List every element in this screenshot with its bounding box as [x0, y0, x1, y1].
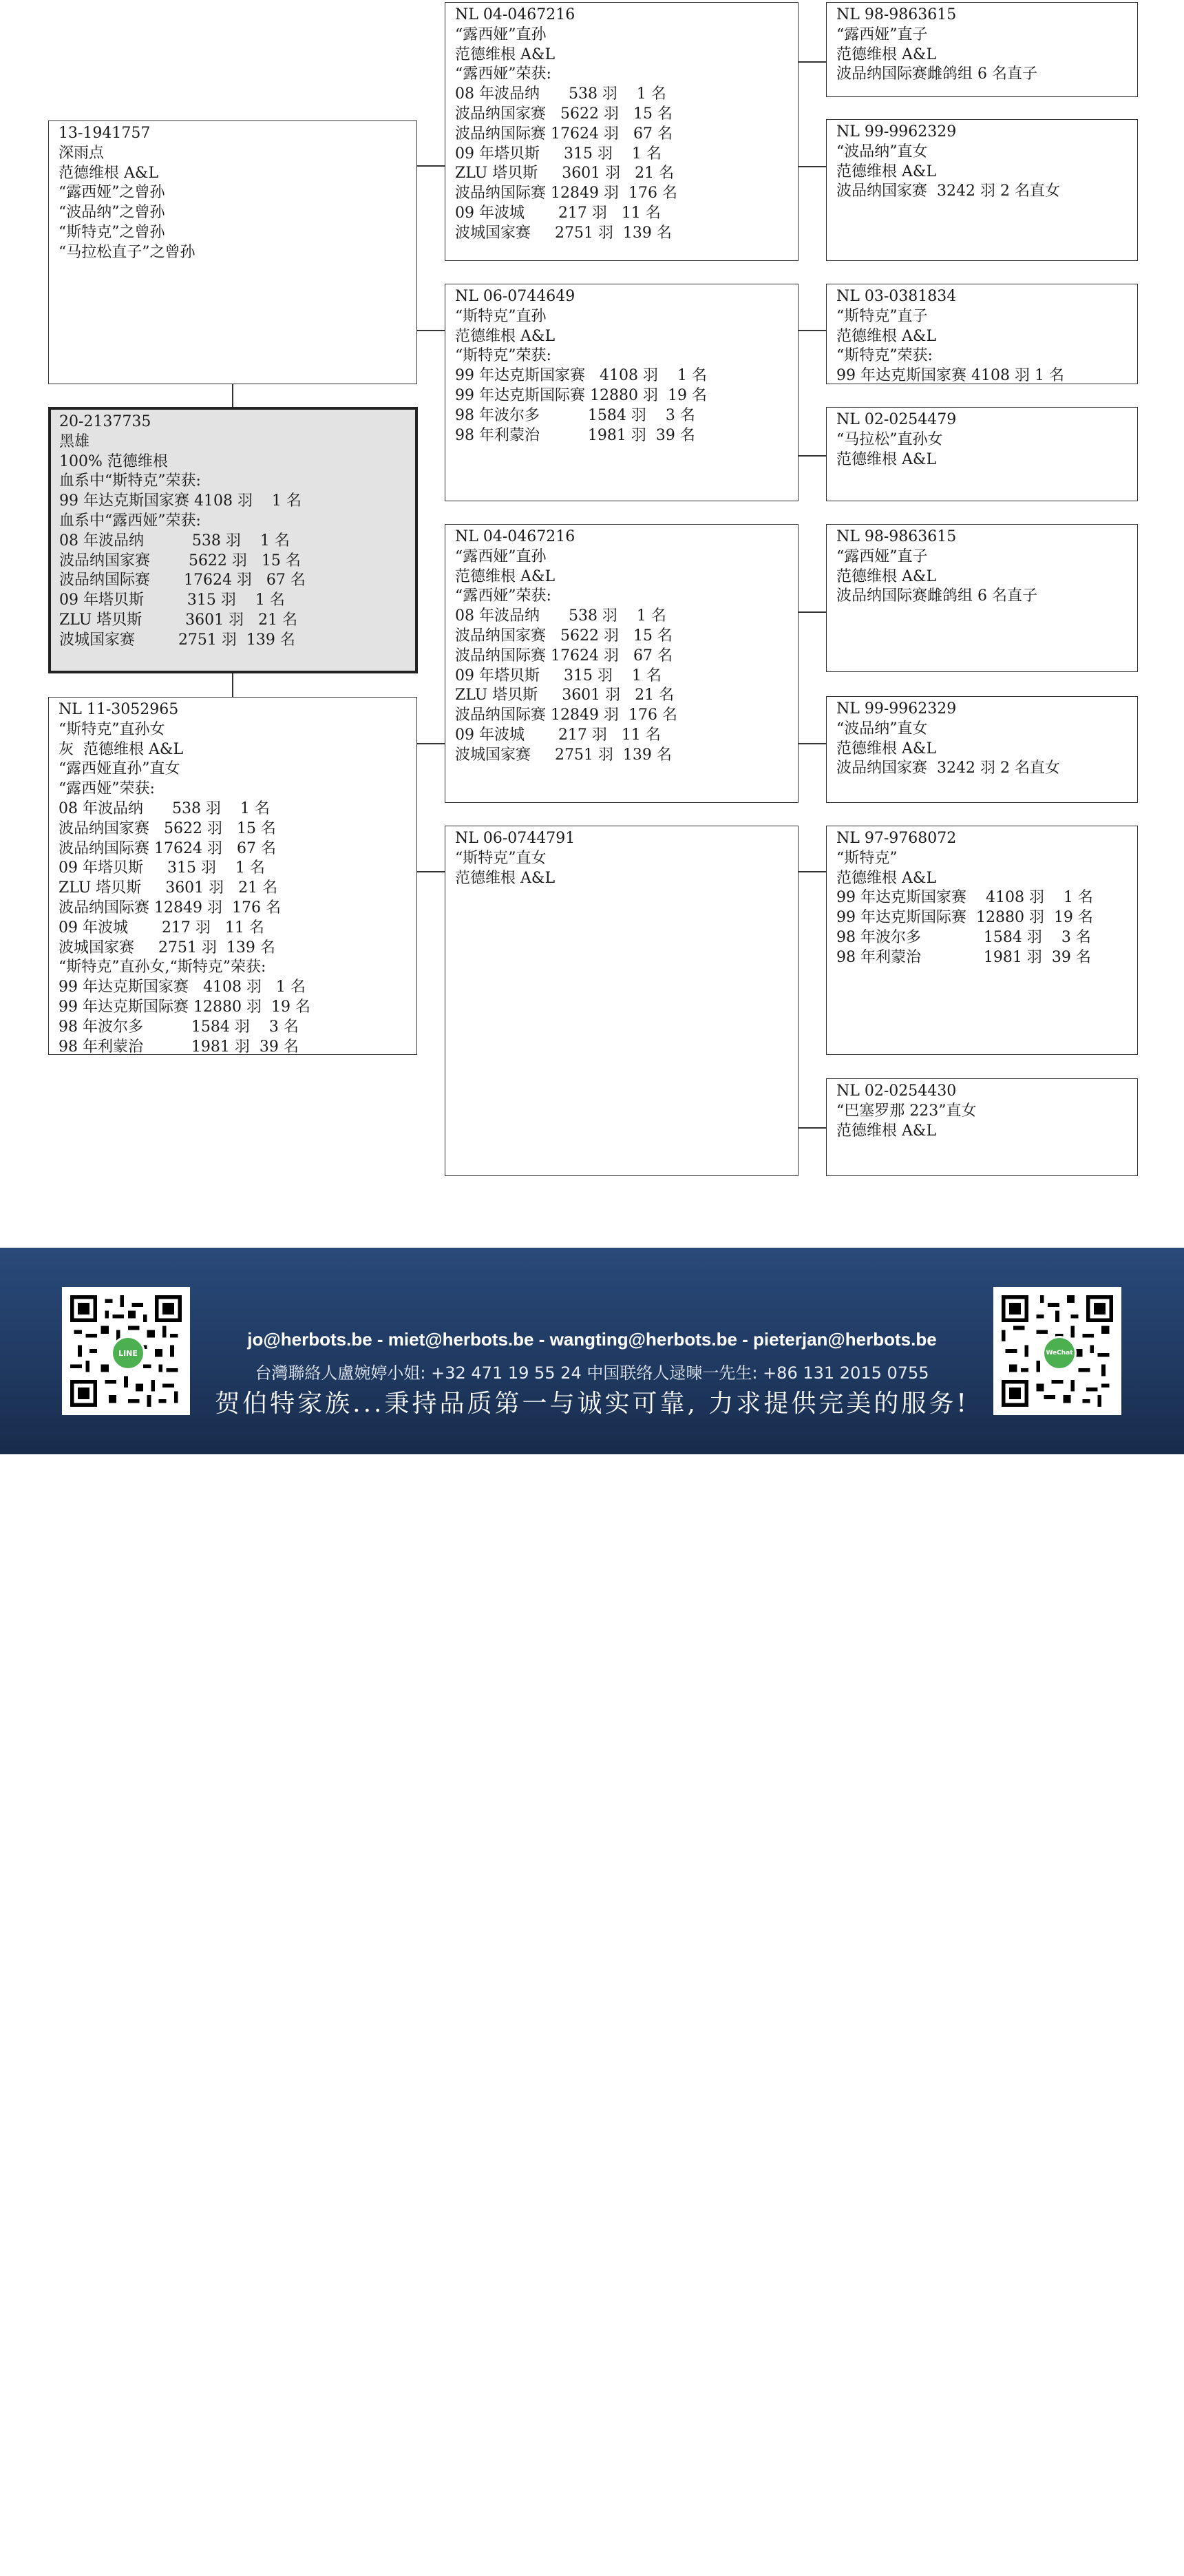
- connector-dam-dam: [416, 871, 445, 872]
- herbots-logo: Herbots: [274, 2513, 511, 2576]
- pedigree-line: “巴塞罗那 223”直女: [836, 1102, 977, 1120]
- pedigree-line: 波城国家赛 2751 羽 139 名: [59, 631, 295, 649]
- sire-card: [48, 121, 417, 384]
- pedigree-line: 09 年塔贝斯 315 羽 1 名: [59, 859, 265, 877]
- ring-number: NL 99-9962329: [836, 700, 957, 718]
- great-grandparent-card-7: [826, 826, 1138, 1055]
- ring-number: NL 11-3052965: [59, 701, 179, 718]
- connector-g3: [798, 330, 827, 331]
- pedigree-line: 波品纳国家赛 3242 羽 2 名直女: [836, 760, 1060, 777]
- pedigree-line: “露西娅”之曾孙: [59, 184, 165, 202]
- connector-subject-dam: [232, 673, 233, 697]
- pedigree-line: 波城国家赛 2751 羽 139 名: [455, 224, 672, 242]
- pedigree-line: 波品纳国家赛 5622 羽 15 名: [59, 552, 301, 569]
- pedigree-line: 范德维根 A&L: [455, 869, 556, 887]
- pedigree-line: ZLU 塔贝斯 3601 羽 21 名: [59, 879, 278, 897]
- great-grandparent-card-4: [826, 407, 1138, 501]
- ring-number: NL 97-9768072: [836, 830, 957, 847]
- ring-number: 20-2137735: [59, 413, 151, 430]
- pedigree-line: 范德维根 A&L: [455, 327, 556, 345]
- connector-g7: [798, 871, 827, 872]
- dam-sire-card: [445, 524, 799, 803]
- dam-dam-card: [445, 826, 799, 1176]
- subject-card: [48, 407, 418, 673]
- pedigree-line: “斯特克”直女: [455, 849, 547, 867]
- pedigree-line: 波城国家赛 2751 羽 139 名: [455, 746, 672, 764]
- ring-number: NL 02-0254430: [836, 1082, 957, 1100]
- pedigree-line: 09 年波城 217 羽 11 名: [455, 204, 661, 222]
- pedigree-line: 09 年波城 217 羽 11 名: [455, 726, 661, 744]
- pedigree-line: 范德维根 A&L: [836, 740, 937, 757]
- pedigree-line: 深雨点: [59, 144, 105, 162]
- pedigree-line: 波城国家赛 2751 羽 139 名: [59, 939, 275, 956]
- pedigree-line: 09 年塔贝斯 315 羽 1 名: [455, 667, 662, 684]
- pedigree-line: 08 年波品纳 538 羽 1 名: [455, 607, 666, 625]
- pedigree-line: 99 年达克斯国家赛 4108 羽 1 名: [455, 367, 707, 385]
- pedigree-line: 08 年波品纳 538 羽 1 名: [59, 799, 270, 817]
- great-grandparent-card-5: [826, 524, 1138, 672]
- pedigree-line: 99 年达克斯国家赛 4108 羽 1 名: [59, 978, 306, 996]
- great-grandparent-card-1: [826, 2, 1138, 97]
- connector-g5: [798, 611, 827, 613]
- pedigree-line: 98 年利蒙治 1981 羽 39 名: [455, 426, 695, 444]
- ring-number: NL 04-0467216: [455, 528, 575, 545]
- pedigree-line: “露西娅”直孙: [455, 547, 547, 565]
- pedigree-line: “斯特克”直孙女,“斯特克”荣获:: [59, 959, 266, 976]
- ring-number: 13-1941757: [59, 125, 151, 142]
- pedigree-line: “斯特克”直孙女: [59, 720, 165, 738]
- connector-g1: [798, 61, 827, 63]
- great-grandparent-card-2: [826, 119, 1138, 261]
- pedigree-line: 99 年达克斯国际赛 12880 羽 19 名: [455, 386, 707, 404]
- pedigree-line: 波品纳国际赛 17624 羽 67 名: [59, 572, 306, 589]
- pedigree-line: 波品纳国家赛 5622 羽 15 名: [455, 627, 673, 645]
- pedigree-line: 98 年波尔多 1584 羽 3 名: [455, 406, 695, 424]
- pedigree-line: 范德维根 A&L: [836, 1122, 937, 1140]
- pedigree-line: ZLU 塔贝斯 3601 羽 21 名: [455, 687, 675, 704]
- website-link[interactable]: WWW.HERBOTS.BE: [703, 2529, 920, 2559]
- contact-phones: 台灣聯絡人盧婉婷小姐: +32 471 19 55 24 中国联络人逯暕一先生: +86 131 2015 0755: [255, 1363, 929, 1383]
- ring-number: NL 03-0381834: [836, 288, 957, 305]
- pedigree-line: 范德维根 A&L: [836, 163, 937, 180]
- pedigree-line: “斯特克”直孙: [455, 307, 547, 325]
- connector-sire-dam: [416, 330, 445, 331]
- pedigree-line: “斯特克”直子: [836, 307, 928, 325]
- email-list[interactable]: jo@herbots.be - miet@herbots.be - wangting@herbots.be - pieterjan@herbots.be: [247, 1329, 937, 1350]
- brand-row: [274, 2513, 955, 2575]
- connector-g4: [798, 455, 827, 457]
- pedigree-line: “露西娅”直孙: [455, 25, 547, 43]
- pedigree-line: 波品纳国际赛雌鸽组 6 名直子: [836, 65, 1037, 83]
- pedigree-line: 范德维根 A&L: [836, 567, 937, 585]
- pedigree-line: 波品纳国际赛雌鸽组 6 名直子: [836, 587, 1037, 605]
- pedigree-line: 血系中“斯特克”荣获:: [59, 472, 201, 490]
- pedigree-line: “斯特克”之曾孙: [59, 223, 165, 241]
- pedigree-line: “露西娅”荣获:: [59, 780, 155, 798]
- pedigree-line: 98 年波尔多 1584 羽 3 名: [59, 1018, 299, 1036]
- slogan: 品质至上: [531, 2527, 686, 2567]
- ring-number: NL 04-0467216: [455, 6, 575, 23]
- pedigree-line: 波品纳国家赛 3242 羽 2 名直女: [836, 182, 1060, 200]
- pedigree-line: 波品纳国家赛 5622 羽 15 名: [59, 819, 276, 837]
- ring-number: NL 06-0744649: [455, 288, 575, 305]
- connector-g2: [798, 166, 827, 167]
- ring-number: NL 98-9863615: [836, 528, 957, 545]
- pedigree-line: 100% 范德维根: [59, 452, 168, 470]
- ring-number: NL 98-9863615: [836, 6, 957, 23]
- pedigree-line: “露西娅”荣获:: [455, 65, 551, 83]
- pedigree-line: 范德维根 A&L: [455, 567, 556, 585]
- connector-sire-sire: [416, 165, 445, 167]
- ring-number: NL 99-9962329: [836, 123, 957, 140]
- pedigree-line: “波品纳”直女: [836, 720, 928, 737]
- pedigree-line: “斯特克”荣获:: [836, 347, 933, 365]
- pedigree-line: 波品纳国际赛 12849 羽 176 名: [455, 185, 677, 202]
- connector-sire-subject: [232, 384, 233, 408]
- pedigree-line: 波品纳国际赛 12849 羽 176 名: [59, 899, 281, 917]
- pedigree-line: 范德维根 A&L: [59, 164, 159, 182]
- pedigree-line: “露西娅”荣获:: [455, 587, 551, 605]
- pedigree-line: “马拉松”直孙女: [836, 430, 943, 448]
- pedigree-line: 09 年塔贝斯 315 羽 1 名: [455, 145, 662, 163]
- pedigree-line: 08 年波品纳 538 羽 1 名: [455, 85, 666, 103]
- ring-number: NL 06-0744791: [455, 830, 575, 847]
- pedigree-line: 波品纳国际赛 17624 羽 67 名: [455, 647, 673, 664]
- pedigree-line: 99 年达克斯国际赛 12880 羽 19 名: [836, 909, 1093, 927]
- pedigree-line: “露西娅直孙”直女: [59, 760, 180, 778]
- pedigree-line: 范德维根 A&L: [836, 327, 937, 345]
- great-grandparent-card-3: [826, 284, 1138, 384]
- sire-dam-card: [445, 284, 799, 501]
- connector-g8: [798, 1127, 827, 1129]
- pedigree-line: 09 年波城 217 羽 11 名: [59, 919, 264, 936]
- pedigree-line: ZLU 塔贝斯 3601 羽 21 名: [59, 611, 298, 629]
- pedigree-line: 波品纳国际赛 17624 羽 67 名: [455, 125, 673, 143]
- sire-sire-card: [445, 2, 799, 261]
- motto: 贺伯特家族...秉持品质第一与诚实可靠, 力求提供完美的服务!: [215, 1390, 969, 1418]
- pedigree-line: 范德维根 A&L: [836, 869, 937, 887]
- ring-number: NL 02-0254479: [836, 411, 957, 428]
- pedigree-line: 99 年达克斯国家赛 4108 羽 1 名: [836, 889, 1093, 907]
- pedigree-line: 98 年利蒙治 1981 羽 39 名: [836, 948, 1091, 966]
- pedigree-line: “斯特克”: [836, 849, 898, 867]
- line-icon: LINE: [111, 1336, 145, 1370]
- pedigree-line: “斯特克”荣获:: [455, 347, 551, 365]
- pedigree-line: “波品纳”之曾孙: [59, 204, 165, 222]
- pedigree-line: 范德维根 A&L: [455, 45, 556, 63]
- pedigree-line: 99 年达克斯国家赛 4108 羽 1 名: [59, 492, 302, 510]
- footer-banner: [0, 1248, 1184, 2576]
- pedigree-line: 99 年达克斯国家赛 4108 羽 1 名: [836, 367, 1064, 384]
- pedigree-line: “马拉松直子”之曾孙: [59, 243, 195, 261]
- pedigree-line: 波品纳国际赛 17624 羽 67 名: [59, 839, 276, 857]
- pedigree-line: ZLU 塔贝斯 3601 羽 21 名: [455, 165, 675, 182]
- pedigree-line: “露西娅”直子: [836, 547, 928, 565]
- great-grandparent-card-6: [826, 696, 1138, 803]
- pedigree-line: 灰 范德维根 A&L: [59, 740, 184, 758]
- pedigree-line: 范德维根 A&L: [836, 450, 937, 468]
- pedigree-line: 08 年波品纳 538 羽 1 名: [59, 532, 290, 549]
- connector-dam-sire: [416, 743, 445, 744]
- pedigree-line: 09 年塔贝斯 315 羽 1 名: [59, 591, 285, 609]
- pedigree-line: “波品纳”直女: [836, 143, 928, 160]
- pedigree-line: 范德维根 A&L: [836, 45, 937, 63]
- wechat-icon: WeChat: [1042, 1336, 1077, 1370]
- pedigree-line: 98 年波尔多 1584 羽 3 名: [836, 928, 1091, 946]
- great-grandparent-card-8: [826, 1078, 1138, 1176]
- pedigree-line: 黑雄: [59, 432, 90, 450]
- pedigree-line: 波品纳国家赛 5622 羽 15 名: [455, 105, 673, 123]
- pedigree-line: 99 年达克斯国际赛 12880 羽 19 名: [59, 998, 310, 1016]
- pedigree-line: 98 年利蒙治 1981 羽 39 名: [59, 1038, 299, 1055]
- dam-card: [48, 697, 417, 1055]
- pedigree-line: “露西娅”直子: [836, 25, 928, 43]
- connector-g6: [798, 743, 827, 744]
- pedigree-line: 波品纳国际赛 12849 羽 176 名: [455, 706, 677, 724]
- pedigree-line: 血系中“露西娅”荣获:: [59, 512, 201, 530]
